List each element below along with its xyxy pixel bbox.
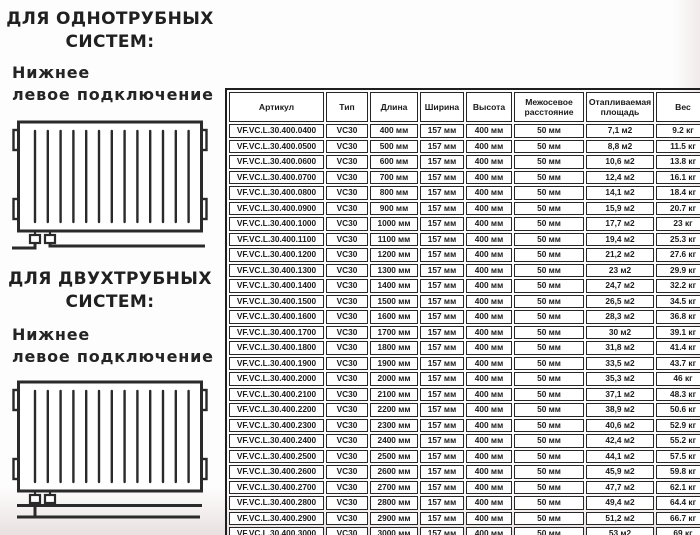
table-row <box>229 279 700 293</box>
table-cell: 1400 мм <box>370 279 418 293</box>
column-header-weight: Вес <box>656 92 700 122</box>
table-cell: 17,7 м2 <box>586 217 654 231</box>
table-cell: 50 мм <box>514 248 584 262</box>
table-cell: 50 мм <box>514 155 584 169</box>
table-cell: 400 мм <box>466 217 512 231</box>
table-cell: 59.8 кг <box>656 465 700 479</box>
table-cell: VF.VC.L.30.400.1500 <box>229 295 324 309</box>
table-cell: 400 мм <box>466 310 512 324</box>
table-cell: VF.VC.L.30.400.0400 <box>229 124 324 138</box>
table-cell: VF.VC.L.30.400.2000 <box>229 372 324 386</box>
table-cell: 26,5 м2 <box>586 295 654 309</box>
table-row <box>229 388 700 402</box>
table-cell: 50 мм <box>514 217 584 231</box>
table-cell: 2300 мм <box>370 419 418 433</box>
table-cell: 50 мм <box>514 527 584 535</box>
column-header-length: Длина <box>370 92 418 122</box>
table-cell: 27.6 кг <box>656 248 700 262</box>
table-cell: 157 мм <box>420 279 464 293</box>
table-cell: 157 мм <box>420 217 464 231</box>
table-cell: 1200 мм <box>370 248 418 262</box>
table-cell: 157 мм <box>420 264 464 278</box>
table-cell: 500 мм <box>370 140 418 154</box>
table-cell: 400 мм <box>466 372 512 386</box>
table-cell: 157 мм <box>420 419 464 433</box>
table-cell: VC30 <box>326 403 368 417</box>
table-cell: VC30 <box>326 419 368 433</box>
table-cell: 1300 мм <box>370 264 418 278</box>
spec-table-body <box>229 124 700 535</box>
table-cell: 41.4 кг <box>656 341 700 355</box>
table-cell: VF.VC.L.30.400.2800 <box>229 496 324 510</box>
table-cell: 50 мм <box>514 124 584 138</box>
table-cell: 50.6 кг <box>656 403 700 417</box>
table-row <box>229 295 700 309</box>
table-cell: 400 мм <box>466 264 512 278</box>
table-cell: 157 мм <box>420 450 464 464</box>
table-cell: 57.5 кг <box>656 450 700 464</box>
table-cell: 14,1 м2 <box>586 186 654 200</box>
table-cell: 50 мм <box>514 341 584 355</box>
table-cell: VF.VC.L.30.400.1200 <box>229 248 324 262</box>
table-cell: 48.3 кг <box>656 388 700 402</box>
table-cell: 800 мм <box>370 186 418 200</box>
table-cell: 400 мм <box>466 295 512 309</box>
table-cell: 50 мм <box>514 295 584 309</box>
table-cell: 1500 мм <box>370 295 418 309</box>
table-cell: 50 мм <box>514 140 584 154</box>
table-row <box>229 124 700 138</box>
table-cell: 44,1 м2 <box>586 450 654 464</box>
table-cell: VC30 <box>326 465 368 479</box>
heading-line: СИСТЕМ: <box>65 292 155 312</box>
table-cell: 7,1 м2 <box>586 124 654 138</box>
table-cell: 37,1 м2 <box>586 388 654 402</box>
table-cell: 64.4 кг <box>656 496 700 510</box>
table-cell: 50 мм <box>514 403 584 417</box>
table-cell: 50 мм <box>514 450 584 464</box>
table-cell: VF.VC.L.30.400.0500 <box>229 140 324 154</box>
table-cell: 50 мм <box>514 465 584 479</box>
table-cell: 55.2 кг <box>656 434 700 448</box>
table-cell: 1100 мм <box>370 233 418 247</box>
table-cell: VF.VC.L.30.400.2500 <box>229 450 324 464</box>
table-row <box>229 465 700 479</box>
column-header-axle-distance: Межосевое расстояние <box>514 92 584 122</box>
table-cell: 2800 мм <box>370 496 418 510</box>
table-cell: 157 мм <box>420 310 464 324</box>
radiator-diagram-two-pipe <box>12 378 208 520</box>
table-cell: 23 м2 <box>586 264 654 278</box>
table-cell: VF.VC.L.30.400.1600 <box>229 310 324 324</box>
table-cell: 400 мм <box>466 403 512 417</box>
column-header-type: Тип <box>326 92 368 122</box>
table-cell: 19,4 м2 <box>586 233 654 247</box>
table-cell: 50 мм <box>514 171 584 185</box>
table-cell: 157 мм <box>420 295 464 309</box>
table-cell: 31,8 м2 <box>586 341 654 355</box>
table-cell: 50 мм <box>514 233 584 247</box>
table-cell: 2600 мм <box>370 465 418 479</box>
table-cell: 400 мм <box>466 481 512 495</box>
table-row <box>229 171 700 185</box>
table-cell: VF.VC.L.30.400.1100 <box>229 233 324 247</box>
table-cell: 2000 мм <box>370 372 418 386</box>
spec-table <box>225 88 700 535</box>
table-cell: VC30 <box>326 310 368 324</box>
table-cell: 1900 мм <box>370 357 418 371</box>
table-row <box>229 496 700 510</box>
table-cell: 400 мм <box>466 171 512 185</box>
table-cell: 400 мм <box>466 512 512 526</box>
table-cell: 2500 мм <box>370 450 418 464</box>
table-cell: 21,2 м2 <box>586 248 654 262</box>
table-row <box>229 202 700 216</box>
table-cell: 18.4 кг <box>656 186 700 200</box>
table-row <box>229 527 700 535</box>
table-cell: 1000 мм <box>370 217 418 231</box>
table-cell: 157 мм <box>420 186 464 200</box>
table-cell: 35,3 м2 <box>586 372 654 386</box>
table-cell: 400 мм <box>370 124 418 138</box>
table-cell: 157 мм <box>420 512 464 526</box>
heading-two-pipe-systems <box>0 268 220 314</box>
heading-line: СИСТЕМ: <box>65 32 155 52</box>
column-header-height: Высота <box>466 92 512 122</box>
table-cell: 157 мм <box>420 357 464 371</box>
table-cell: 400 мм <box>466 465 512 479</box>
subheading-bottom-left-connection <box>12 324 222 368</box>
table-cell: 45,9 м2 <box>586 465 654 479</box>
table-cell: VC30 <box>326 326 368 340</box>
table-row <box>229 481 700 495</box>
table-cell: 157 мм <box>420 326 464 340</box>
column-header-article: Артикул <box>229 92 324 122</box>
table-row <box>229 512 700 526</box>
table-cell: VF.VC.L.30.400.2200 <box>229 403 324 417</box>
subheading-line: Нижнее <box>12 325 91 344</box>
table-cell: 50 мм <box>514 279 584 293</box>
table-cell: 46 кг <box>656 372 700 386</box>
supply-return-pipes <box>17 503 202 517</box>
column-header-heated-area: Отапливаемая площадь <box>586 92 654 122</box>
table-cell: VC30 <box>326 186 368 200</box>
table-cell: 900 мм <box>370 202 418 216</box>
table-cell: 42,4 м2 <box>586 434 654 448</box>
table-cell: 400 мм <box>466 388 512 402</box>
table-cell: 50 мм <box>514 202 584 216</box>
spec-table-header <box>229 92 700 122</box>
table-cell: 51,2 м2 <box>586 512 654 526</box>
table-cell: 157 мм <box>420 403 464 417</box>
table-cell: VC30 <box>326 248 368 262</box>
table-cell: 400 мм <box>466 341 512 355</box>
table-cell: 10,6 м2 <box>586 155 654 169</box>
table-cell: 52.9 кг <box>656 419 700 433</box>
table-cell: VC30 <box>326 279 368 293</box>
table-cell: 9.2 кг <box>656 124 700 138</box>
table-cell: VF.VC.L.30.400.0900 <box>229 202 324 216</box>
table-cell: VF.VC.L.30.400.1800 <box>229 341 324 355</box>
table-cell: 400 мм <box>466 124 512 138</box>
column-header-width: Ширина <box>420 92 464 122</box>
table-cell: 400 мм <box>466 357 512 371</box>
table-cell: 8,8 м2 <box>586 140 654 154</box>
table-cell: 50 мм <box>514 310 584 324</box>
table-cell: 50 мм <box>514 264 584 278</box>
table-cell: 39.1 кг <box>656 326 700 340</box>
table-cell: 2100 мм <box>370 388 418 402</box>
table-cell: 2700 мм <box>370 481 418 495</box>
table-cell: 157 мм <box>420 124 464 138</box>
table-cell: VC30 <box>326 233 368 247</box>
table-row <box>229 140 700 154</box>
table-cell: 50 мм <box>514 357 584 371</box>
table-cell: VC30 <box>326 124 368 138</box>
connector-ports <box>30 231 55 243</box>
table-cell: 50 мм <box>514 434 584 448</box>
subheading-line: левое подключение <box>12 347 214 366</box>
table-cell: 24,7 м2 <box>586 279 654 293</box>
table-cell: 66.7 кг <box>656 512 700 526</box>
table-cell: 40,6 м2 <box>586 419 654 433</box>
table-cell: VF.VC.L.30.400.2900 <box>229 512 324 526</box>
table-cell: 2200 мм <box>370 403 418 417</box>
table-cell: VC30 <box>326 155 368 169</box>
table-cell: VC30 <box>326 171 368 185</box>
table-cell: 38,9 м2 <box>586 403 654 417</box>
table-cell: VF.VC.L.30.400.1700 <box>229 326 324 340</box>
table-row <box>229 341 700 355</box>
table-cell: 34.5 кг <box>656 295 700 309</box>
table-cell: 600 мм <box>370 155 418 169</box>
table-cell: 12,4 м2 <box>586 171 654 185</box>
table-cell: VC30 <box>326 527 368 535</box>
table-cell: 157 мм <box>420 527 464 535</box>
table-cell: 400 мм <box>466 233 512 247</box>
table-row <box>229 155 700 169</box>
table-cell: 700 мм <box>370 171 418 185</box>
table-cell: 50 мм <box>514 481 584 495</box>
table-row <box>229 419 700 433</box>
table-cell: VC30 <box>326 140 368 154</box>
table-cell: VC30 <box>326 264 368 278</box>
radiator-body <box>19 382 202 491</box>
table-cell: 13.8 кг <box>656 155 700 169</box>
table-cell: 29.9 кг <box>656 264 700 278</box>
table-cell: 157 мм <box>420 233 464 247</box>
table-cell: 28,3 м2 <box>586 310 654 324</box>
table-cell: VC30 <box>326 388 368 402</box>
table-cell: VF.VC.L.30.400.0800 <box>229 186 324 200</box>
table-cell: VC30 <box>326 372 368 386</box>
table-cell: 50 мм <box>514 496 584 510</box>
table-cell: 23 кг <box>656 217 700 231</box>
table-cell: 50 мм <box>514 388 584 402</box>
table-cell: 15,9 м2 <box>586 202 654 216</box>
table-cell: VC30 <box>326 450 368 464</box>
heading-single-pipe-systems <box>0 8 220 54</box>
table-cell: VF.VC.L.30.400.1300 <box>229 264 324 278</box>
table-cell: VC30 <box>326 496 368 510</box>
table-cell: 157 мм <box>420 202 464 216</box>
table-cell: 33,5 м2 <box>586 357 654 371</box>
subheading-line: левое подключение <box>12 85 214 104</box>
table-cell: VC30 <box>326 357 368 371</box>
table-row <box>229 372 700 386</box>
table-cell: 47,7 м2 <box>586 481 654 495</box>
table-cell: 400 мм <box>466 450 512 464</box>
table-row <box>229 403 700 417</box>
table-cell: VF.VC.L.30.400.2100 <box>229 388 324 402</box>
table-cell: VF.VC.L.30.400.1400 <box>229 279 324 293</box>
table-cell: 157 мм <box>420 434 464 448</box>
table-cell: 50 мм <box>514 419 584 433</box>
table-row <box>229 326 700 340</box>
table-cell: 43.7 кг <box>656 357 700 371</box>
table-cell: 400 мм <box>466 326 512 340</box>
table-cell: 157 мм <box>420 155 464 169</box>
table-cell: 36.8 кг <box>656 310 700 324</box>
table-row <box>229 450 700 464</box>
table-cell: 400 мм <box>466 202 512 216</box>
table-cell: 400 мм <box>466 186 512 200</box>
table-cell: 157 мм <box>420 372 464 386</box>
table-cell: 157 мм <box>420 248 464 262</box>
radiator-body <box>19 122 202 231</box>
table-cell: 157 мм <box>420 341 464 355</box>
table-cell: 400 мм <box>466 140 512 154</box>
table-cell: 11.5 кг <box>656 140 700 154</box>
table-cell: 157 мм <box>420 388 464 402</box>
heading-line: ДЛЯ ДВУХТРУБНЫХ <box>8 269 212 289</box>
table-row <box>229 264 700 278</box>
table-row <box>229 357 700 371</box>
table-cell: VF.VC.L.30.400.2600 <box>229 465 324 479</box>
table-cell: 25.3 кг <box>656 233 700 247</box>
subheading-line: Нижнее <box>12 63 91 82</box>
table-cell: 400 мм <box>466 527 512 535</box>
table-cell: VC30 <box>326 341 368 355</box>
table-cell: 400 мм <box>466 419 512 433</box>
table-cell: 53 м2 <box>586 527 654 535</box>
table-cell: 3000 мм <box>370 527 418 535</box>
subheading-bottom-left-connection <box>12 62 222 106</box>
table-cell: 157 мм <box>420 140 464 154</box>
table-cell: VF.VC.L.30.400.1000 <box>229 217 324 231</box>
table-cell: 2900 мм <box>370 512 418 526</box>
table-row <box>229 233 700 247</box>
table-cell: 400 мм <box>466 155 512 169</box>
table-cell: 62.1 кг <box>656 481 700 495</box>
connector-ports <box>30 491 55 503</box>
table-cell: 50 мм <box>514 512 584 526</box>
table-cell: 400 мм <box>466 434 512 448</box>
table-cell: VC30 <box>326 217 368 231</box>
table-cell: VC30 <box>326 202 368 216</box>
table-cell: VF.VC.L.30.400.1900 <box>229 357 324 371</box>
table-cell: 50 мм <box>514 326 584 340</box>
table-cell: 400 мм <box>466 279 512 293</box>
table-cell: 20.7 кг <box>656 202 700 216</box>
table-cell: VF.VC.L.30.400.0600 <box>229 155 324 169</box>
table-cell: 16.1 кг <box>656 171 700 185</box>
table-cell: 32.2 кг <box>656 279 700 293</box>
table-row <box>229 217 700 231</box>
table-cell: 2400 мм <box>370 434 418 448</box>
table-cell: 1700 мм <box>370 326 418 340</box>
table-row <box>229 186 700 200</box>
table-cell: 157 мм <box>420 171 464 185</box>
table-row <box>229 248 700 262</box>
table-cell: VC30 <box>326 481 368 495</box>
table-cell: 400 мм <box>466 496 512 510</box>
table-cell: 400 мм <box>466 248 512 262</box>
table-cell: 49,4 м2 <box>586 496 654 510</box>
table-cell: 1800 мм <box>370 341 418 355</box>
radiator-diagram-single-pipe <box>12 118 208 252</box>
table-cell: 50 мм <box>514 372 584 386</box>
table-cell: 30 м2 <box>586 326 654 340</box>
table-cell: VC30 <box>326 512 368 526</box>
table-cell: VC30 <box>326 434 368 448</box>
table-cell: VF.VC.L.30.400.3000 <box>229 527 324 535</box>
header-row <box>229 92 700 122</box>
table-cell: 69 кг <box>656 527 700 535</box>
table-cell: VF.VC.L.30.400.2400 <box>229 434 324 448</box>
table-cell: VC30 <box>326 295 368 309</box>
table-cell: 157 мм <box>420 465 464 479</box>
table-cell: 50 мм <box>514 186 584 200</box>
table-cell: 1600 мм <box>370 310 418 324</box>
table-cell: 157 мм <box>420 496 464 510</box>
table-cell: VF.VC.L.30.400.2300 <box>229 419 324 433</box>
table-cell: 157 мм <box>420 481 464 495</box>
table-row <box>229 310 700 324</box>
heading-line: ДЛЯ ОДНОТРУБНЫХ <box>6 9 214 29</box>
table-cell: VF.VC.L.30.400.0700 <box>229 171 324 185</box>
table-row <box>229 434 700 448</box>
table-cell: VF.VC.L.30.400.2700 <box>229 481 324 495</box>
